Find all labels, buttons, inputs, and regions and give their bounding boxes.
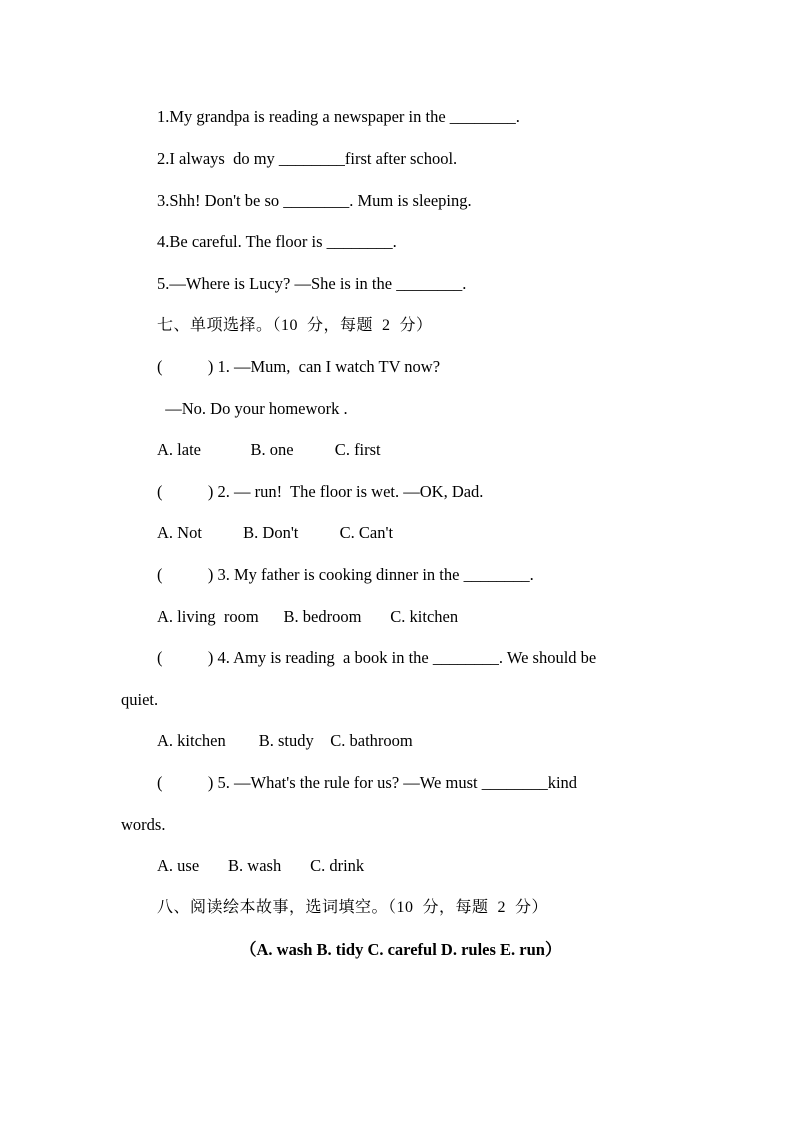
question-3-options: A. living room B. bedroom C. kitchen: [157, 607, 459, 626]
question-1-options: A. late B. one C. first: [157, 440, 381, 459]
word-bank: （A. wash B. tidy C. careful D. rules E. run）: [240, 940, 562, 959]
question-1: ( ) 1. —Mum, can I watch TV now?: [157, 357, 441, 376]
question-2-options: A. Not B. Don't C. Can't: [157, 523, 394, 542]
question-5: ( ) 5. —What's the rule for us? —We must ________kind: [157, 773, 578, 792]
question-5-options: A. use B. wash C. drink: [157, 856, 365, 875]
question-1-continuation: —No. Do your homework .: [157, 399, 348, 418]
question-4: ( ) 4. Amy is reading a book in the ________. We should be: [157, 648, 597, 667]
question-3: ( ) 3. My father is cooking dinner in the ________.: [157, 565, 534, 584]
section-7-heading: 七、单项选择。（10 分，每题 2 分）: [157, 317, 433, 334]
question-4-continuation: quiet.: [121, 690, 159, 709]
fill-in-item-1: 1.My grandpa is reading a newspaper in the ________.: [157, 107, 520, 126]
question-5-continuation: words.: [121, 815, 166, 834]
section-8-heading: 八、阅读绘本故事，选词填空。（10 分，每题 2 分）: [157, 899, 549, 916]
question-4-options: A. kitchen B. study C. bathroom: [157, 731, 413, 750]
fill-in-item-2: 2.I always do my ________first after school.: [157, 149, 458, 168]
fill-in-item-4: 4.Be careful. The floor is ________.: [157, 232, 397, 251]
fill-in-item-3: 3.Shh! Don't be so ________. Mum is sleeping.: [157, 191, 472, 210]
fill-in-item-5: 5.—Where is Lucy? —She is in the ________.: [157, 274, 467, 293]
question-2: ( ) 2. — run! The floor is wet. —OK, Dad.: [157, 482, 484, 501]
